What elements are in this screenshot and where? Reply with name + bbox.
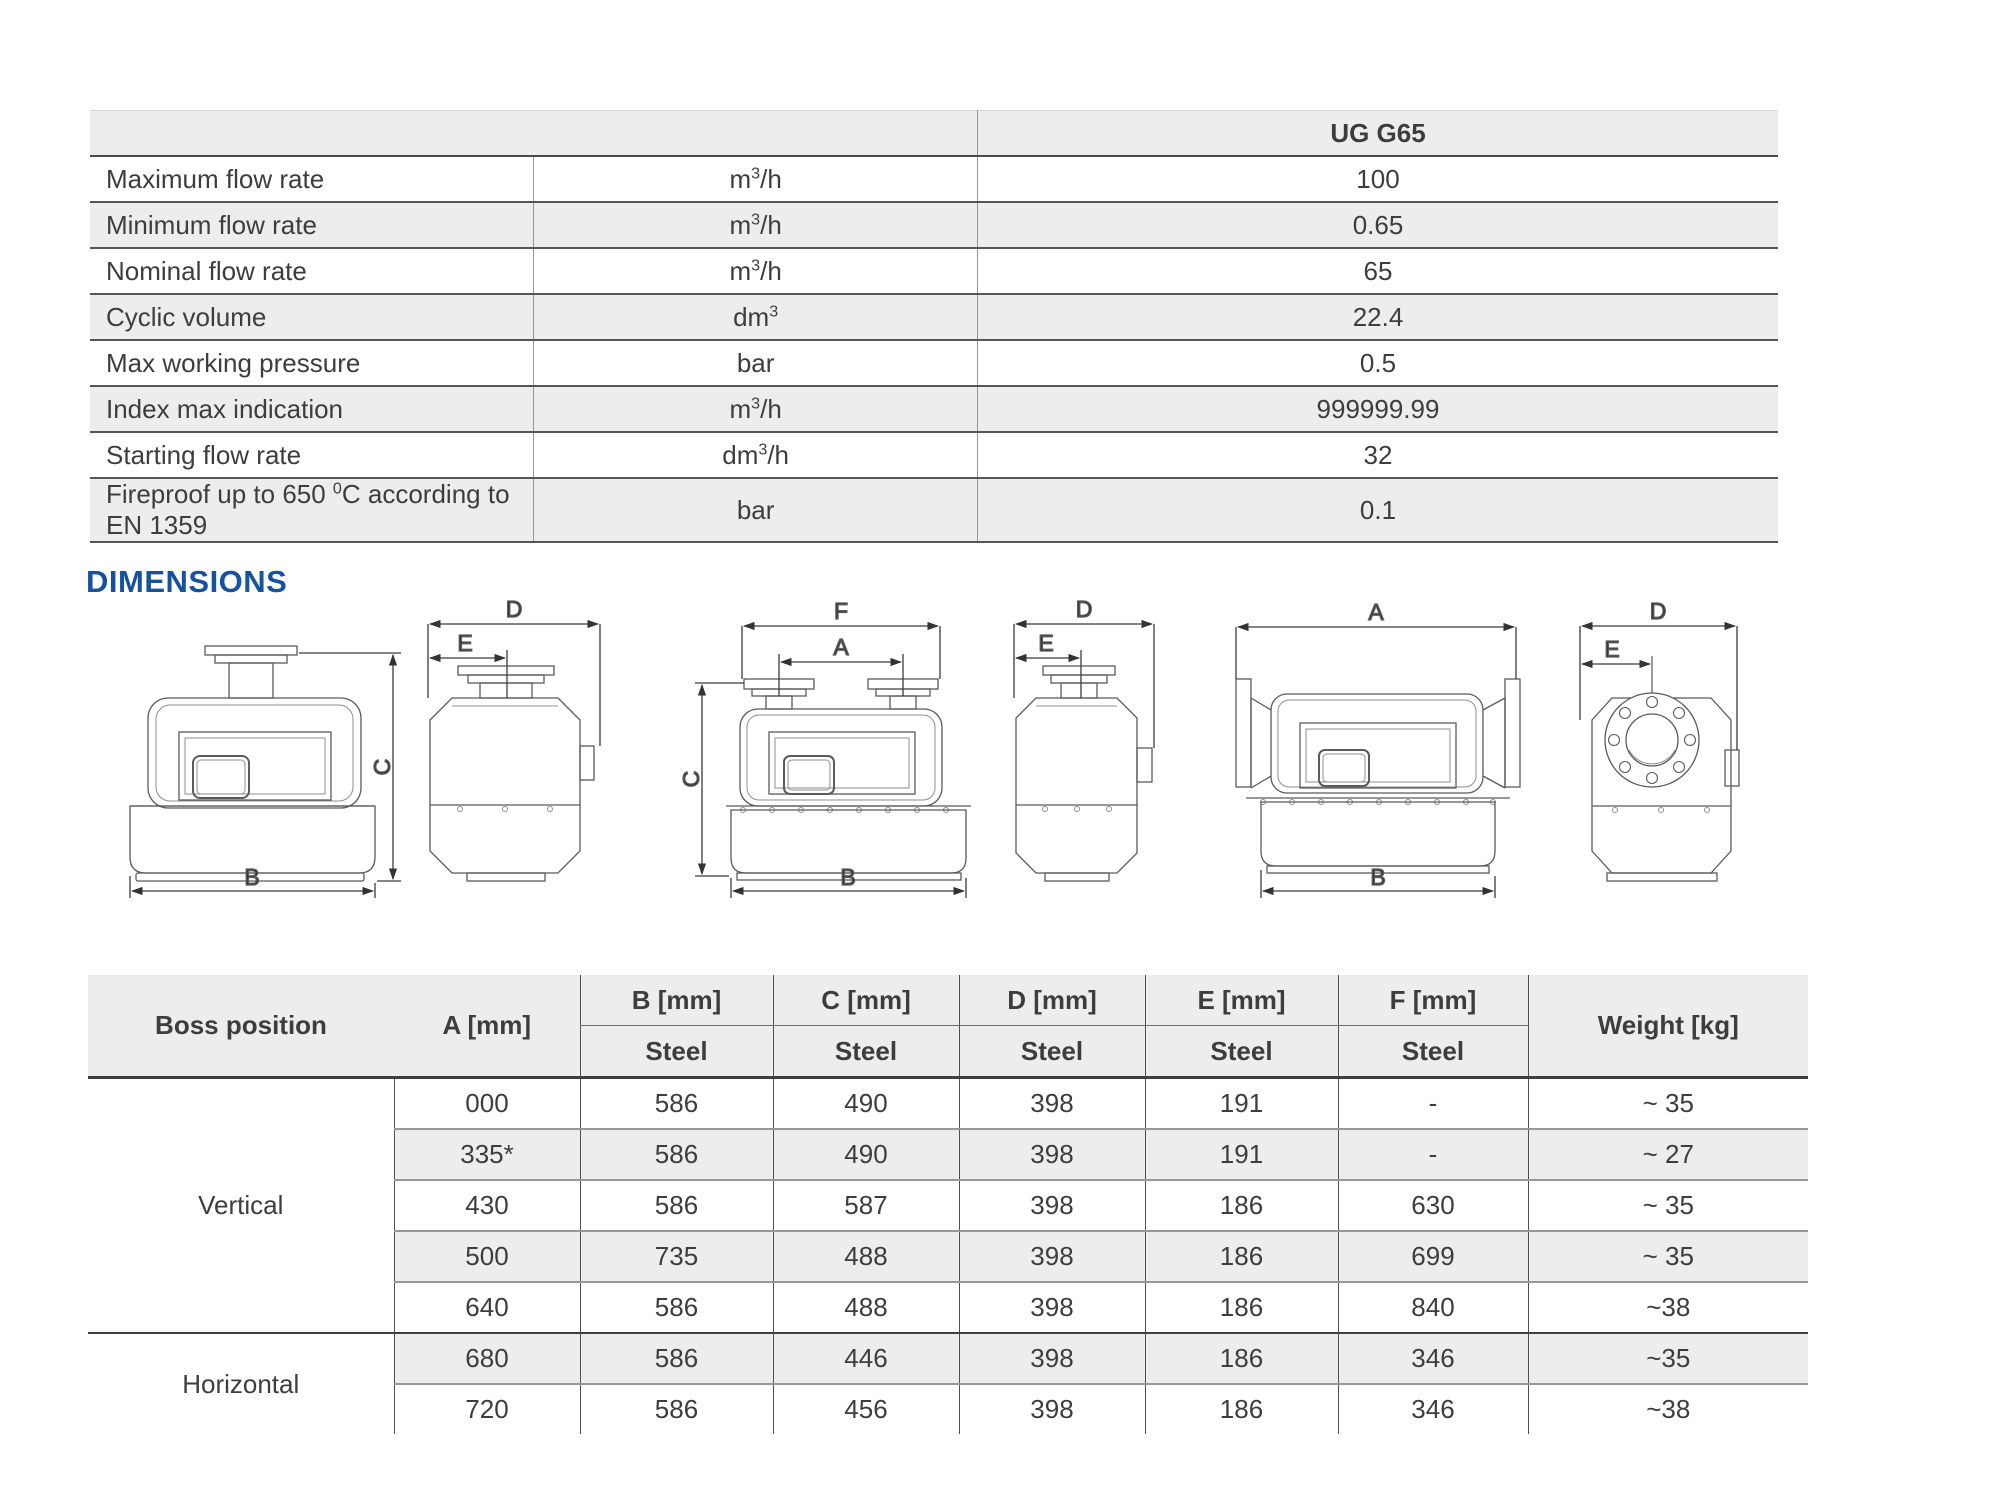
spec-unit: dm: [722, 439, 759, 470]
spec-value: 32: [1363, 439, 1393, 470]
table-row: 640 586 488 398 186 840 ~38: [88, 1282, 1808, 1333]
spec-header-row: [90, 111, 1778, 157]
spec-unit: m: [729, 255, 752, 286]
dimension-table-header: [88, 975, 1808, 1078]
spec-value: 0.5: [1359, 347, 1397, 378]
spec-value: 0.1: [978, 478, 1779, 542]
table-row: 720 586 456 398 186 346 ~38: [88, 1384, 1808, 1434]
subheader-steel: Steel: [1145, 1026, 1338, 1078]
drawing-end-view-flange: [1580, 598, 1739, 881]
spec-label: Cyclic volume: [106, 301, 267, 332]
spec-unit: dm: [733, 301, 770, 332]
table-row: Nominal flow rate $m^3/h$ 65: [90, 248, 1778, 294]
dim-label-b: B: [244, 864, 260, 890]
dim-label-d: D: [1649, 598, 1667, 624]
col-header-f: F [mm]: [1338, 975, 1528, 1026]
dim-label-d: D: [505, 598, 523, 622]
table-row: Minimum flow rate $m^3/h$ 0.65: [90, 202, 1778, 248]
table-row: Fireproof up to 650 $^0$C according to EN 1359 bar 0.1: [90, 478, 1778, 542]
dim-label-f: F: [833, 598, 849, 624]
spec-value: 100: [1356, 163, 1400, 194]
spec-label: Fireproof up to 650: [106, 479, 333, 509]
spec-value: 65: [1363, 255, 1393, 286]
spec-label: Maximum flow rate: [106, 163, 325, 194]
dim-label-a: A: [833, 634, 849, 660]
col-header-b: B [mm]: [580, 975, 773, 1026]
table-row: 335* 586 490 398 191 - ~ 27: [88, 1129, 1808, 1180]
dim-label-e: E: [1604, 636, 1620, 662]
table-row: Starting flow rate $dm^3/h$ 32: [90, 432, 1778, 478]
dim-label-c: C: [369, 758, 395, 776]
table-row: 500 735 488 398 186 699 ~ 35: [88, 1231, 1808, 1282]
dim-label-e: E: [457, 630, 473, 656]
col-header-e: E [mm]: [1145, 975, 1338, 1026]
dim-label-e: E: [1038, 630, 1054, 656]
spec-unit: m: [729, 163, 752, 194]
group-label-horizontal: Horizontal: [88, 1333, 394, 1434]
spec-value: 22.4: [978, 294, 1779, 340]
spec-unit: bar: [736, 494, 775, 525]
dim-label-b: B: [1370, 864, 1386, 890]
dim-label-c: C: [678, 770, 704, 788]
spec-label: Index max indication: [106, 393, 344, 424]
subheader-steel: Steel: [580, 1026, 773, 1078]
dim-label-a: A: [1368, 599, 1384, 625]
section-title-dimensions: DIMENSIONS: [86, 564, 288, 599]
col-header-boss-position: Boss position: [88, 975, 394, 1078]
drawing-front-view-two-bosses: [678, 598, 971, 898]
spec-label: Minimum flow rate: [106, 209, 317, 240]
table-row: Index max indication $m^3/h$ 999999.99: [90, 386, 1778, 432]
table-row: Cyclic volume $dm^3$ 22.4: [90, 294, 1778, 340]
spec-value: 0.65: [978, 202, 1779, 248]
table-row: Vertical 000 586 490 398 191 - ~ 35: [88, 1078, 1808, 1130]
dimension-table: [88, 975, 1808, 1434]
spec-header-empty: [90, 111, 978, 157]
table-row: 430 586 587 398 186 630 ~ 35: [88, 1180, 1808, 1231]
drawing-side-view: [428, 598, 600, 881]
spec-unit: m: [729, 209, 752, 240]
table-row: Horizontal 680 586 446 398 186 346 ~35: [88, 1333, 1808, 1384]
subheader-steel: Steel: [1338, 1026, 1528, 1078]
dim-label-b: B: [840, 864, 856, 890]
spec-label: Nominal flow rate: [106, 255, 307, 286]
col-header-d: D [mm]: [959, 975, 1145, 1026]
product-name: UG G65: [978, 111, 1779, 157]
col-header-weight: Weight [kg]: [1528, 975, 1808, 1078]
spec-value: 999999.99: [978, 386, 1779, 432]
drawing-horizontal-view: [1236, 599, 1520, 898]
table-row: Maximum flow rate $m^3/h$ 100: [90, 156, 1778, 202]
spec-unit: m: [729, 393, 752, 424]
subheader-steel: Steel: [773, 1026, 959, 1078]
meter-dimension-drawings: [95, 598, 1755, 910]
spec-label: Starting flow rate: [106, 439, 302, 470]
dim-label-d: D: [1075, 598, 1093, 622]
spec-table: [90, 110, 1778, 543]
col-header-c: C [mm]: [773, 975, 959, 1026]
subheader-steel: Steel: [959, 1026, 1145, 1078]
table-row: [90, 340, 1778, 386]
group-label-vertical: Vertical: [88, 1078, 394, 1334]
spec-unit: bar: [736, 347, 775, 378]
col-header-a: A [mm]: [394, 975, 580, 1078]
spec-label: Max working pressure: [106, 347, 361, 378]
drawing-side-view-2: [1014, 598, 1154, 881]
drawing-front-view: [130, 646, 401, 898]
